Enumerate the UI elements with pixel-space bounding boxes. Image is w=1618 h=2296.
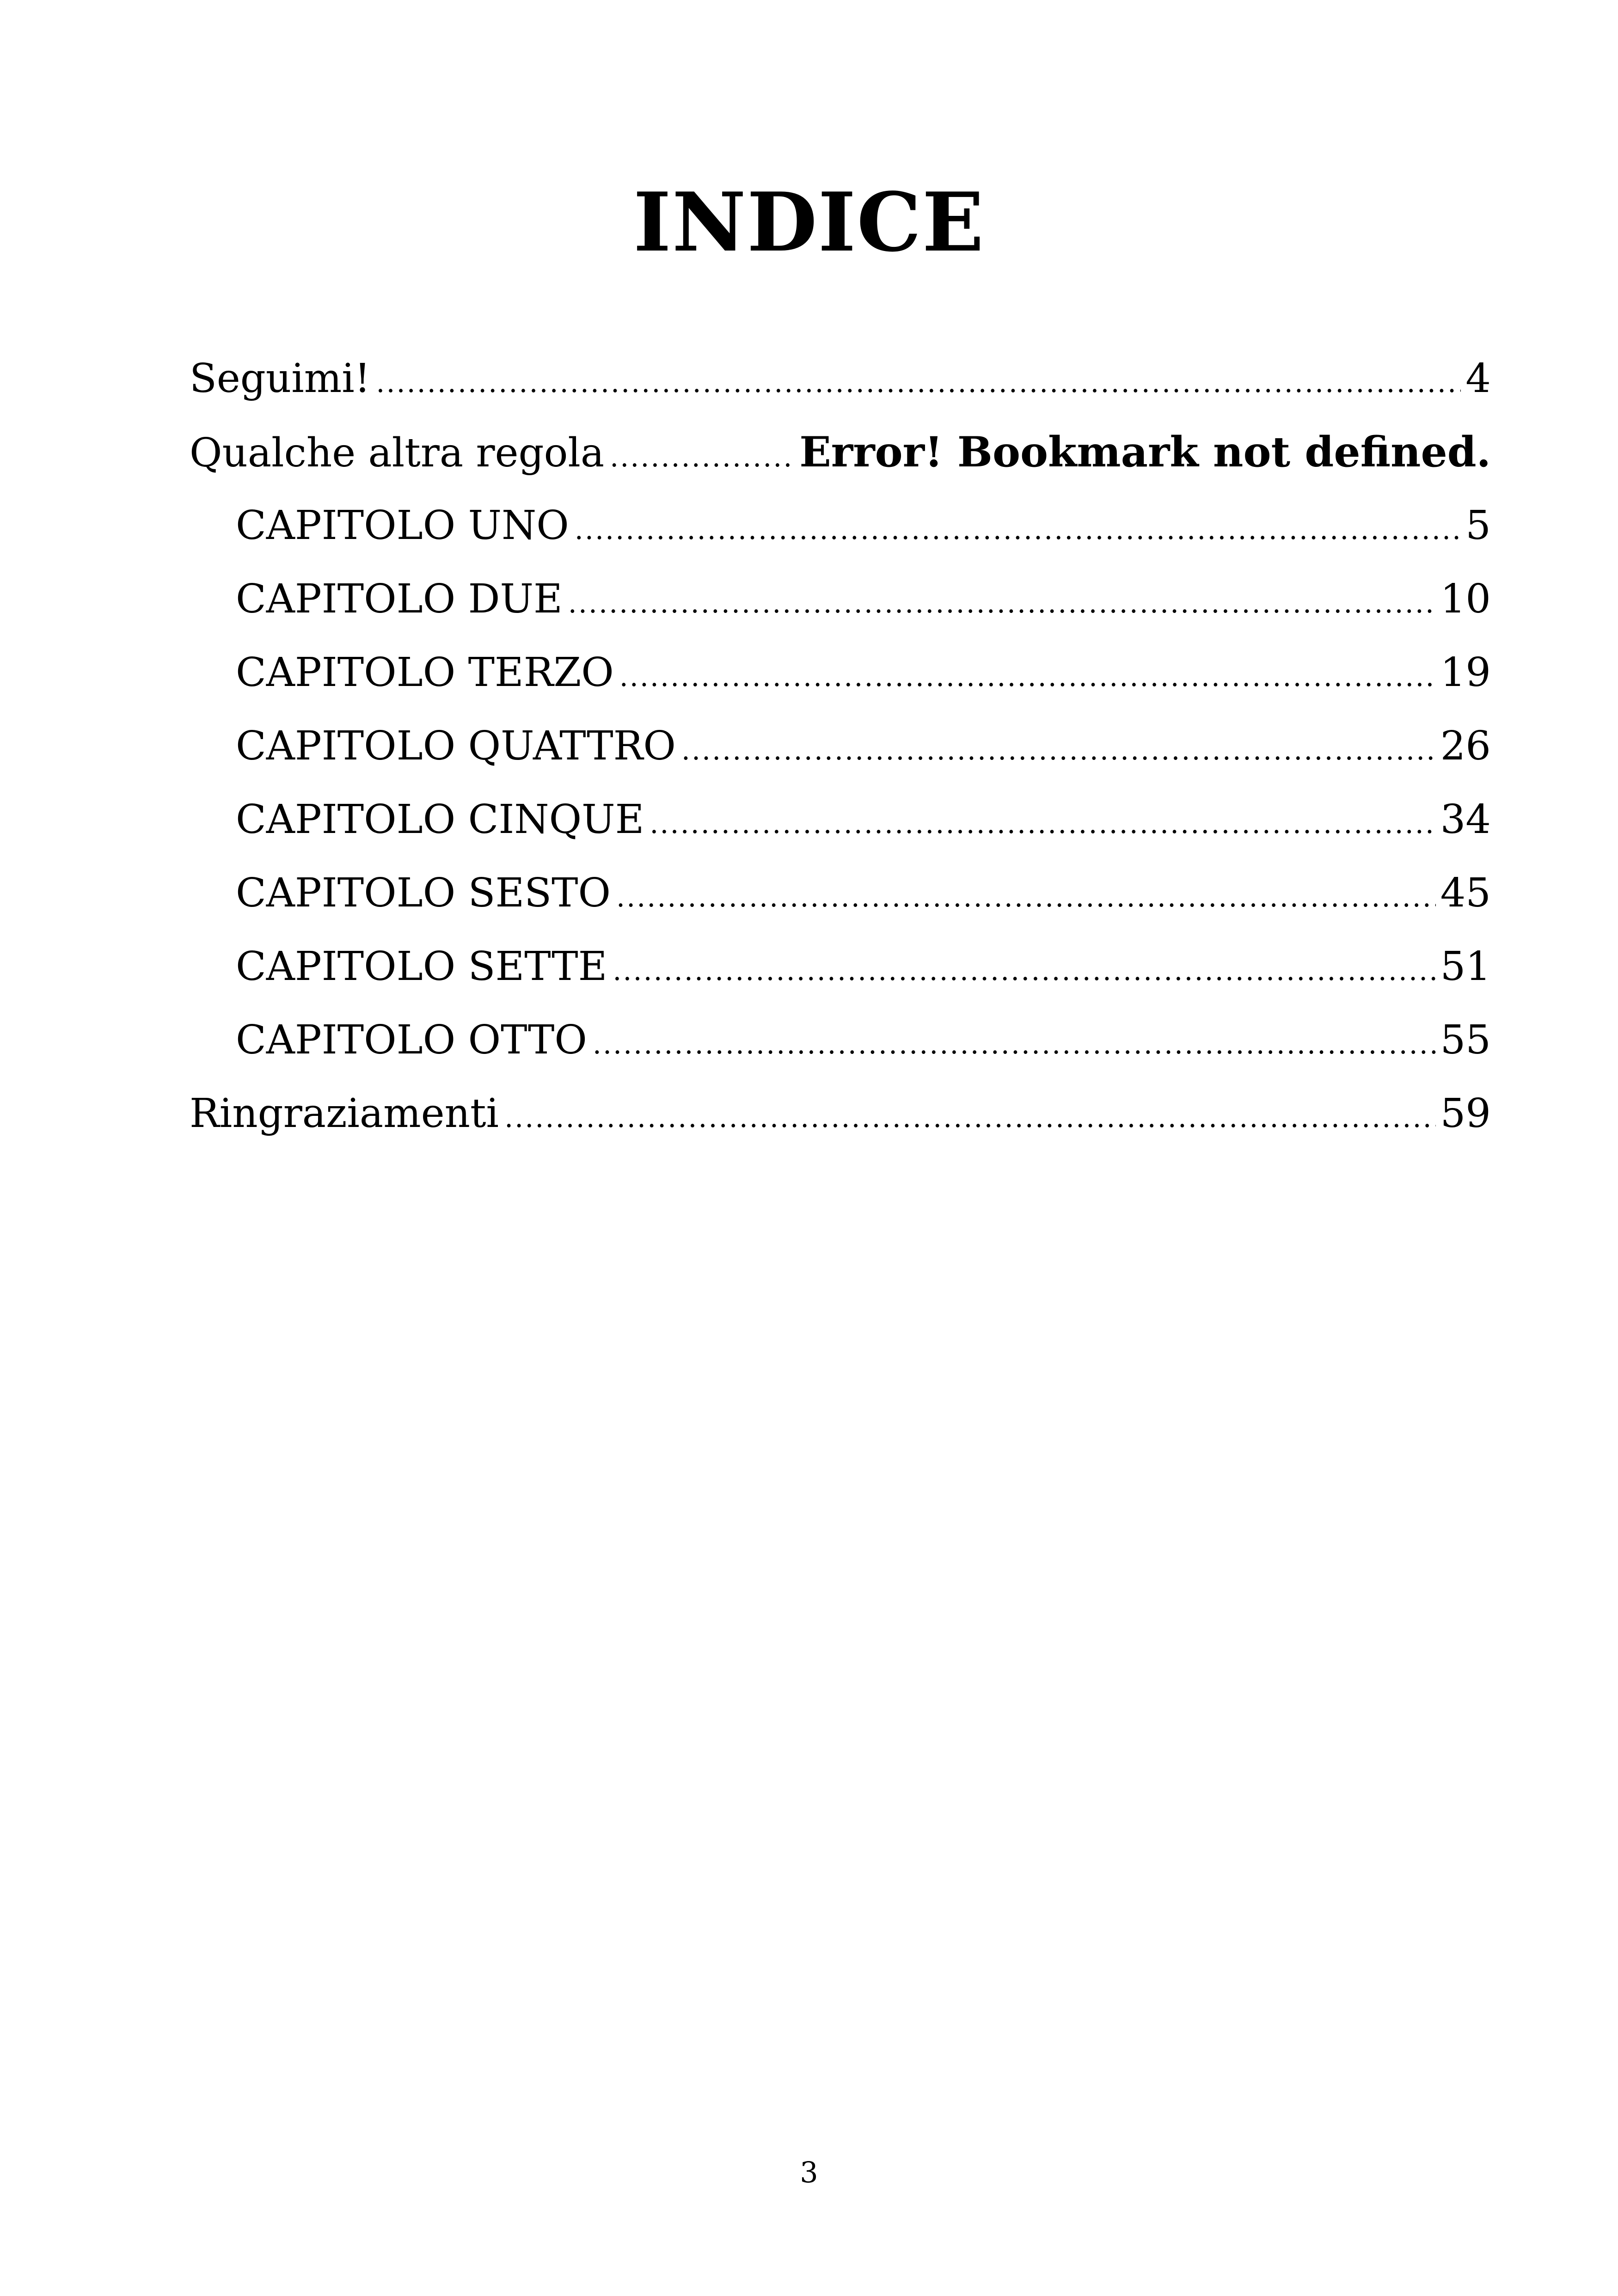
toc-dot-leader [613, 934, 1435, 1004]
toc-entry-capitolo-quattro[interactable] [190, 710, 1491, 783]
toc-dot-leader [575, 493, 1461, 563]
toc-entry-capitolo-sesto[interactable] [190, 857, 1491, 930]
toc-entry-page: 19 [1440, 649, 1491, 696]
toc-entry-capitolo-terzo[interactable] [190, 636, 1491, 710]
toc-entry-page: 55 [1440, 1017, 1491, 1063]
toc-entry-label: Qualche altra regola [190, 430, 605, 476]
toc-entry-page-error: Error! Bookmark not defined. [799, 428, 1491, 477]
toc-entry-page: 26 [1440, 723, 1491, 769]
toc-entry-capitolo-otto[interactable] [190, 1004, 1491, 1077]
toc-entry-qualche-altra-regola[interactable] [190, 416, 1491, 489]
toc-entry-page: 4 [1465, 355, 1491, 402]
toc-dot-leader [593, 1008, 1436, 1077]
toc-entry-page: 5 [1465, 502, 1491, 549]
toc-entry-page: 51 [1440, 943, 1491, 990]
toc-dot-leader [504, 1081, 1436, 1151]
toc-entry-capitolo-sette[interactable] [190, 930, 1491, 1004]
toc-dot-leader [681, 714, 1436, 783]
page-number: 3 [800, 2155, 818, 2189]
toc-entry-page: 34 [1440, 796, 1491, 843]
toc-entry-capitolo-cinque[interactable] [190, 783, 1491, 857]
toc-dot-leader [650, 787, 1435, 857]
toc-entry-label: Seguimi! [190, 355, 371, 402]
toc-entry-page: 59 [1440, 1090, 1491, 1137]
toc-entry-label: CAPITOLO OTTO [236, 1017, 587, 1063]
toc-entry-label: CAPITOLO SESTO [236, 870, 611, 916]
toc-entry-label: CAPITOLO UNO [236, 502, 569, 549]
table-of-contents [190, 342, 1491, 1151]
toc-dot-leader [610, 421, 795, 489]
toc-dot-leader [376, 346, 1461, 416]
toc-entry-page: 10 [1440, 576, 1491, 622]
toc-entry-capitolo-due[interactable] [190, 563, 1491, 636]
toc-entry-page: 45 [1440, 870, 1491, 916]
page-title: INDICE [633, 175, 985, 270]
toc-dot-leader [619, 640, 1436, 710]
toc-entry-seguimi[interactable] [190, 342, 1491, 416]
toc-entry-label: Ringraziamenti [190, 1090, 499, 1137]
toc-entry-label: CAPITOLO CINQUE [236, 796, 644, 843]
toc-entry-ringraziamenti[interactable] [190, 1077, 1491, 1151]
toc-dot-leader [616, 861, 1436, 930]
toc-entry-label: CAPITOLO QUATTRO [236, 723, 676, 769]
toc-entry-label: CAPITOLO DUE [236, 576, 563, 622]
toc-entry-capitolo-uno[interactable] [190, 489, 1491, 563]
toc-entry-label: CAPITOLO SETTE [236, 943, 607, 990]
toc-dot-leader [568, 567, 1436, 636]
toc-entry-label: CAPITOLO TERZO [236, 649, 614, 696]
